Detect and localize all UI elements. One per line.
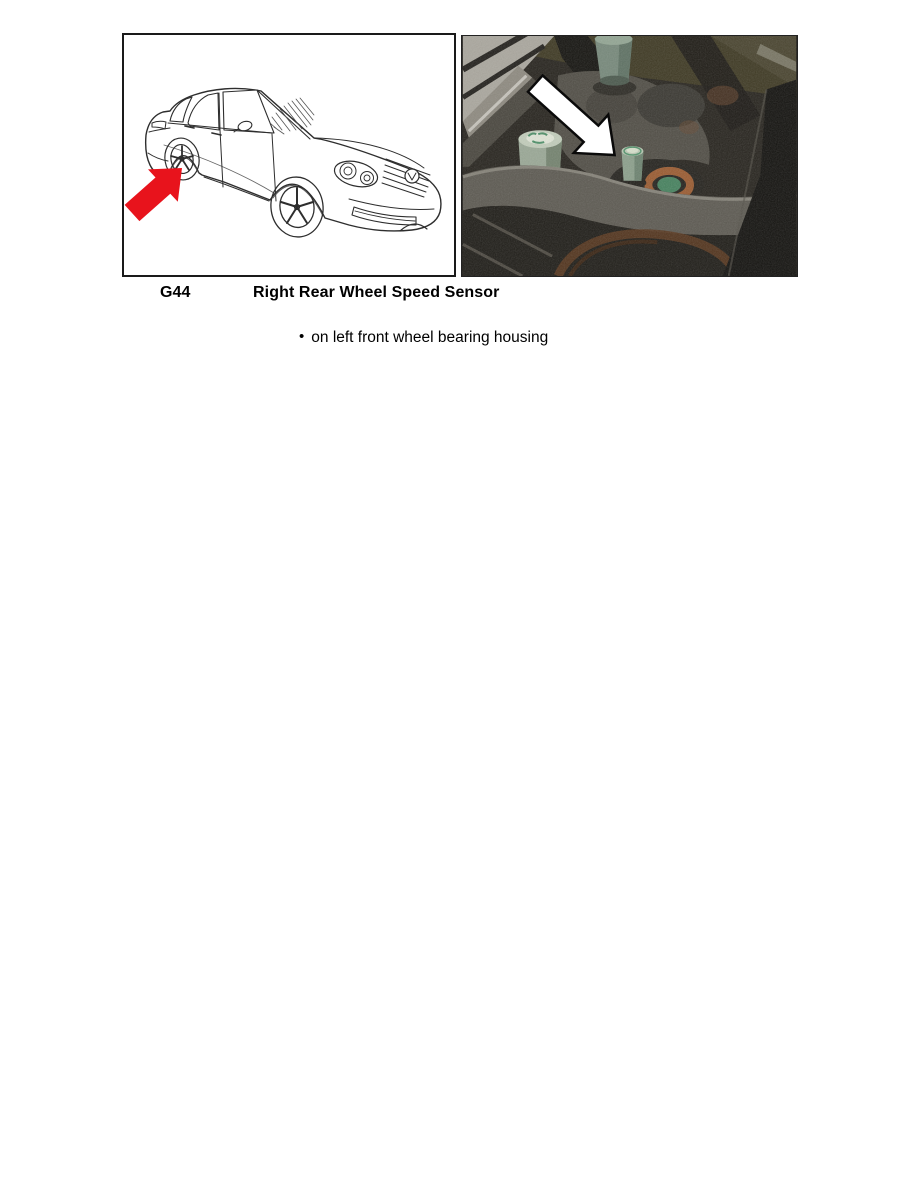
vehicle-location-figure	[122, 33, 456, 277]
component-code: G44	[160, 284, 191, 301]
component-photo-figure	[461, 35, 798, 277]
bullet-text: on left front wheel bearing housing	[311, 328, 549, 346]
bearing-housing-photo	[462, 36, 797, 276]
component-title: Right Rear Wheel Speed Sensor	[253, 284, 500, 301]
figure-caption	[0, 284, 918, 304]
location-bullet	[299, 327, 548, 347]
car-line-drawing	[124, 35, 454, 275]
red-locator-arrow-icon	[125, 168, 182, 221]
bullet-icon: •	[299, 327, 305, 345]
